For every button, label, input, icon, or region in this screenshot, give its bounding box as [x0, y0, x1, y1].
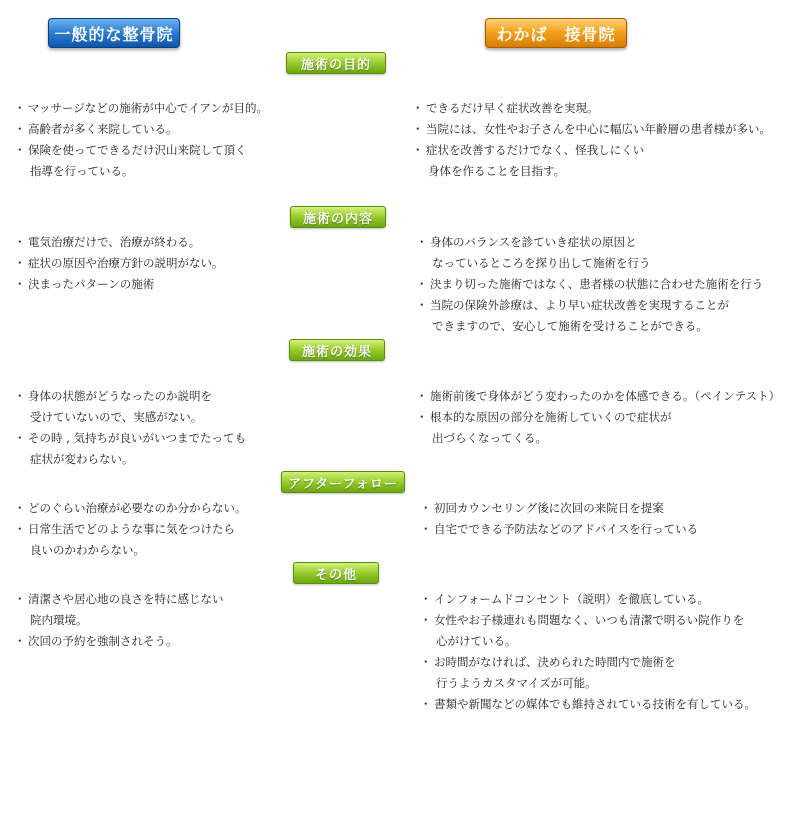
aftercare-wakaba-list	[422, 498, 698, 540]
list-item: ・ 高齢者が多く来院している。	[16, 119, 268, 140]
other-wakaba-list	[422, 589, 756, 715]
list-item: ・ 身体の状態がどうなったのか説明を 受けていないので、実感がない。	[16, 386, 246, 428]
header-general-clinic: 一般的な整骨院	[48, 18, 180, 48]
list-item: ・ 決まったパターンの施術	[16, 274, 224, 295]
purpose-wakaba-list	[414, 98, 771, 182]
list-item: ・ 身体のバランスを診ていき症状の原因と なっているところを探り出して施術を行う	[418, 232, 763, 274]
list-item: ・ マッサージなどの施術が中心でイアンが目的。	[16, 98, 268, 119]
list-item: ・ 女性やお子様連れも問題なく、いつも清潔で明るい院作りを 心がけている。	[422, 610, 756, 652]
list-item: ・ 清潔さや居心地の良さを特に感じない 院内環境。	[16, 589, 224, 631]
content-general-list	[16, 232, 224, 295]
list-item: ・ 根本的な原因の部分を施術していくので症状が 出づらくなってくる。	[418, 407, 780, 449]
section-title-effect: 施術の効果	[289, 339, 385, 361]
aftercare-general-list	[16, 498, 247, 561]
list-item: ・ どのぐらい治療が必要なのか分からない。	[16, 498, 247, 519]
list-item: ・ 決まり切った施術ではなく、患者様の状態に合わせた施術を行う	[418, 274, 763, 295]
list-item: ・ 次回の予約を強制されそう。	[16, 631, 224, 652]
section-title-content: 施術の内容	[290, 206, 386, 228]
list-item: ・ 当院の保険外診療は、より早い症状改善を実現することが できますので、安心して施術を受けることができる。	[418, 295, 763, 337]
list-item: ・ 日常生活でどのような事に気をつけたら 良いのかわからない。	[16, 519, 247, 561]
section-title-aftercare: アフターフォロー	[281, 471, 405, 493]
section-title-other: その他	[293, 562, 379, 584]
list-item: ・ お時間がなければ、決められた時間内で施術を 行うようカスタマイズが可能。	[422, 652, 756, 694]
header-wakaba-clinic: わかば 接骨院	[485, 18, 627, 48]
effect-general-list	[16, 386, 246, 470]
list-item: ・ その時 , 気持ちが良いがいつまでたっても 症状が変わらない。	[16, 428, 246, 470]
list-item: ・ 施術前後で身体がどう変わったのかを体感できる。（ペインテスト）	[418, 386, 780, 407]
list-item: ・ 書類や新聞などの媒体でも維持されている技術を有している。	[422, 694, 756, 715]
list-item: ・ できるだけ早く症状改善を実現。	[414, 98, 771, 119]
list-item: ・ 初回カウンセリング後に次回の来院日を提案	[422, 498, 698, 519]
list-item: ・ 保険を使ってできるだけ沢山来院して頂く 指導を行っている。	[16, 140, 268, 182]
list-item: ・ 当院には、女性やお子さんを中心に幅広い年齢層の患者様が多い。	[414, 119, 771, 140]
list-item: ・ 症状の原因や治療方針の説明がない。	[16, 253, 224, 274]
list-item: ・ インフォームドコンセント（説明）を徹底している。	[422, 589, 756, 610]
section-title-purpose: 施術の目的	[286, 52, 386, 74]
list-item: ・ 自宅でできる予防法などのアドバイスを行っている	[422, 519, 698, 540]
effect-wakaba-list	[418, 386, 780, 449]
content-wakaba-list	[418, 232, 763, 337]
list-item: ・ 電気治療だけで、治療が終わる。	[16, 232, 224, 253]
purpose-general-list	[16, 98, 268, 182]
list-item: ・ 症状を改善するだけでなく、怪我しにくい 身体を作ることを目指す。	[414, 140, 771, 182]
other-general-list	[16, 589, 224, 652]
